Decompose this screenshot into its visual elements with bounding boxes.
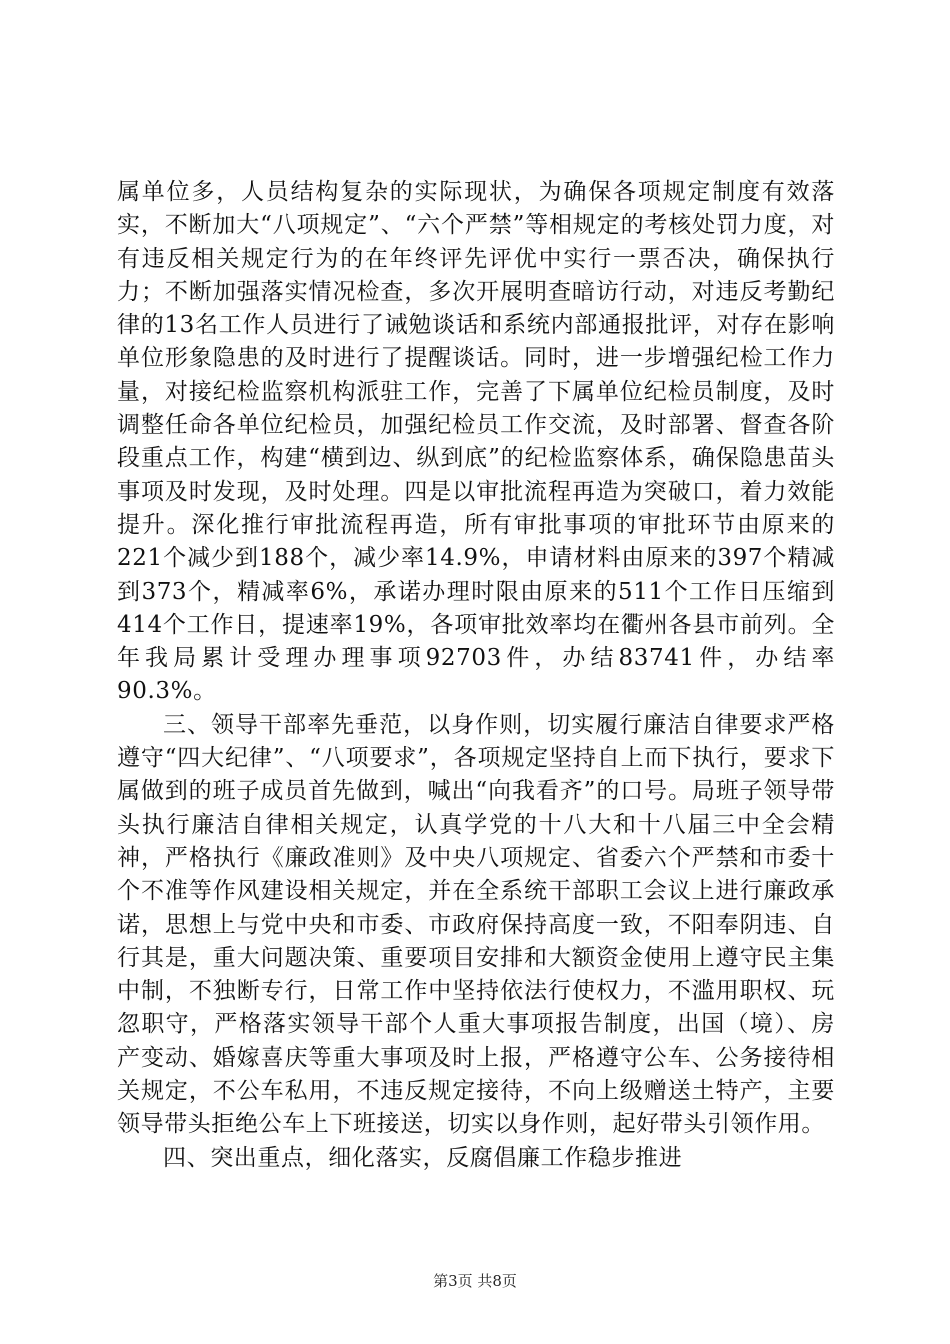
paragraph-continuation: 属单位多，人员结构复杂的实际现状，为确保各项规定制度有效落实，不断加大“八项规定”、“六个严禁”等相规定的考核处罚力度，对有违反相关规定行为的在年终评先评优中实行一票否决，确保执行力；不断加强落实情况检查，多次开展明查暗访行动，对违反考勤纪律的13名工作人员进行了诫勉谈话和系统内部通报批评，对存在影响单位形象隐患的及时进行了提醒谈话。同时，进一步增强纪检工作力量，对接纪检监察机构派驻工作，完善了下属单位纪检员制度，及时调整任命各单位纪检员，加强纪检员工作交流，及时部署、督查各阶段重点工作，构建“横到边、纵到底”的纪检监察体系，确保隐患苗头事项及时发现，及时处理。四是以审批流程再造为突破口，着力效能提升。深化推行审批流程再造，所有审批事项的审批环节由原来的221个减少到188个，减少率14.9%，申请材料由原来的397个精减到373个，精减率6%，承诺办理时限由原来的511个工作日压缩到414个工作日，提速率19%，各项审批效率均在衢州各县市前列。全年我局累计受理办理事项92703件，办结83741件，办结率90.3%。 xyxy=(117,179,835,705)
document-body xyxy=(117,176,835,1175)
paragraph-section-three: 三、领导干部率先垂范，以身作则，切实履行廉洁自律要求严格遵守“四大纪律”、“八项要求”，各项规定坚持自上而下执行，要求下属做到的班子成员首先做到，喊出“向我看齐”的口号。局班子领导带头执行廉洁自律相关规定，认真学党的十八大和十八届三中全会精神，严格执行《廉政准则》及中央八项规定、省委六个严禁和市委十个不准等作风建设相关规定，并在全系统干部职工会议上进行廉政承诺，思想上与党中央和市委、市政府保持高度一致，不阳奉阴违、自行其是，重大问题决策、重要项目安排和大额资金使用上遵守民主集中制，不独断专行，日常工作中坚持依法行使权力，不滥用职权、玩忽职守，严格落实领导干部个人重大事项报告制度，出国（境）、房产变动、婚嫁喜庆等重大事项及时上报，严格遵守公车、公务接待相关规定，不公车私用，不违反规定接待，不向上级赠送土特产，主要领导带头拒绝公车上下班接送，切实以身作则，起好带头引领作用。 xyxy=(117,711,835,1138)
paragraph-section-four-heading: 四、突出重点，细化落实，反腐倡廉工作稳步推进 xyxy=(163,1144,683,1171)
page-number-footer: 第3页 共8页 xyxy=(433,1272,517,1290)
